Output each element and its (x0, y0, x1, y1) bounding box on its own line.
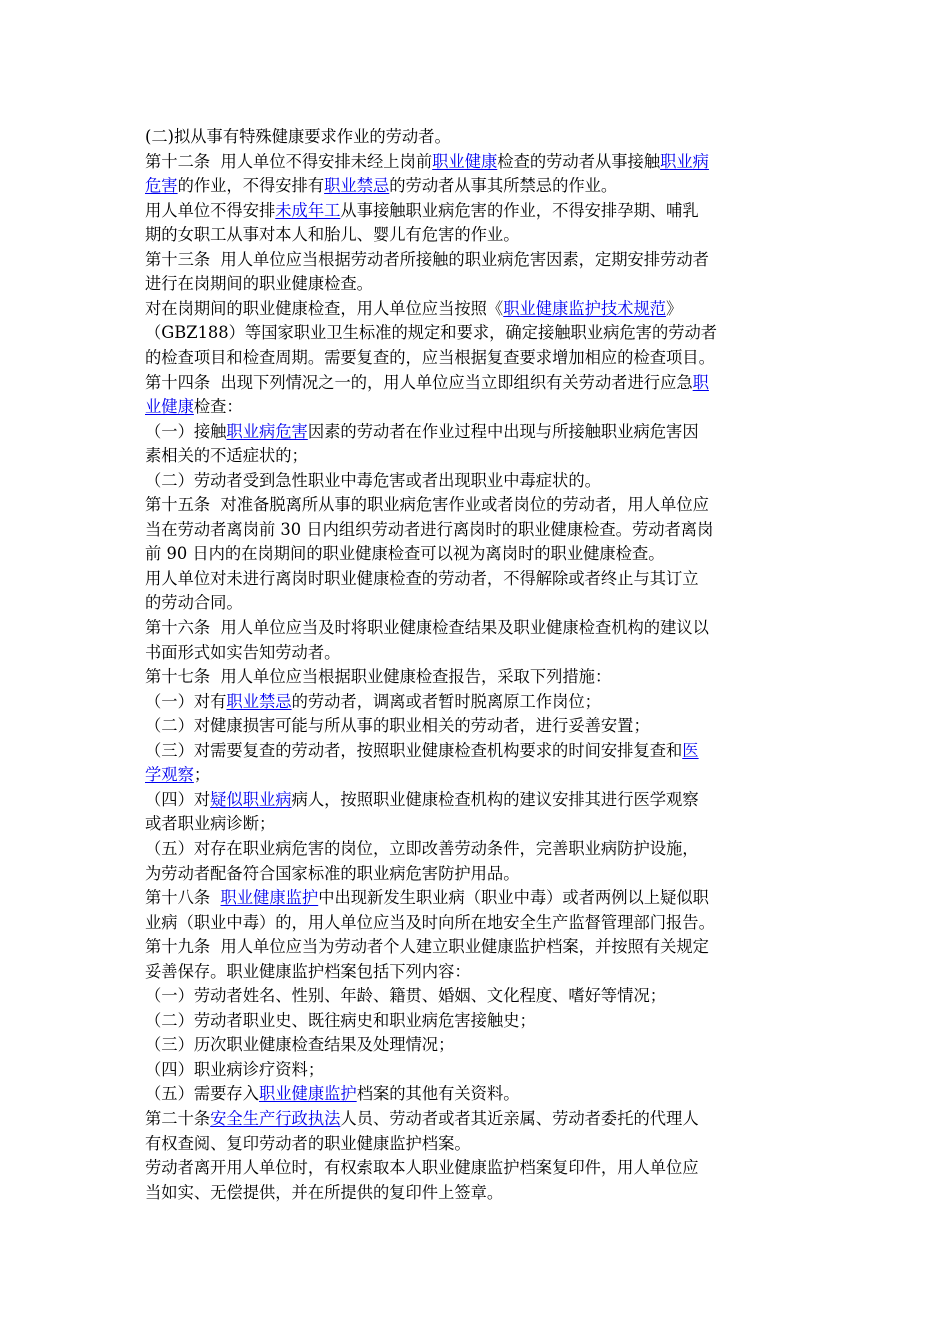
line-text: 的劳动合同。 (145, 593, 243, 613)
term-link[interactable]: 未成年工 (275, 200, 341, 220)
term-link[interactable]: 学观察 (145, 765, 194, 785)
document-line (145, 346, 715, 370)
line-text: （三）历次职业健康检查结果及处理情况； (145, 1035, 455, 1055)
document-line (145, 272, 373, 296)
line-text: 的劳动者，调离或者暂时脱离原工作岗位； (291, 691, 601, 711)
line-text: 进行在岗期间的职业健康检查。 (145, 274, 373, 294)
line-text: 为劳动者配备符合国家标准的职业病危害防护用品。 (145, 863, 520, 883)
line-text: ； (193, 765, 211, 785)
document-line (145, 763, 210, 787)
document-line (145, 960, 471, 984)
line-text: 素相关的不适症状的； (145, 446, 308, 466)
line-text: 第十七条 用人单位应当根据职业健康检查报告，采取下列措施： (145, 667, 612, 687)
line-text: 检查： (193, 397, 243, 417)
line-text: 前 90 日内的在岗期间的职业健康检查可以视为离岗时的职业健康检查。 (145, 544, 665, 564)
line-text: 从事接触职业病危害的作业，不得安排孕期、哺乳 (340, 200, 699, 220)
line-text: 第十八条 (145, 888, 221, 908)
term-link[interactable]: 职业病 (660, 151, 709, 171)
line-text: 的作业，不得安排有 (177, 176, 325, 196)
line-text: 人员、劳动者或者其近亲属、劳动者委托的代理人 (340, 1109, 699, 1128)
term-link[interactable]: 安全生产行政执法 (210, 1109, 341, 1128)
line-text: 书面形式如实告知劳动者。 (145, 642, 341, 662)
line-text: 业病（职业中毒）的，用人单位应当及时向所在地安全生产监督管理部门报告。 (145, 912, 715, 932)
document-line (145, 518, 713, 542)
line-text: 劳动者离开用人单位时，有权索取本人职业健康监护档案复印件，用人单位应 (145, 1158, 699, 1178)
line-text: 用人单位对未进行离岗时职业健康检查的劳动者，不得解除或者终止与其订立 (145, 568, 699, 588)
document-line (145, 542, 665, 566)
line-text: （一）接触 (145, 421, 227, 441)
document-line (145, 150, 709, 174)
document-line (145, 371, 709, 395)
line-text: （二）对健康损害可能与所从事的职业相关的劳动者，进行妥善安置； (145, 716, 650, 736)
line-text: 病人，按照职业健康检查机构的建议安排其进行医学观察 (291, 789, 699, 809)
document-line (145, 812, 275, 836)
term-link[interactable]: 业健康 (145, 397, 194, 417)
document-line (145, 444, 308, 468)
document-line (145, 837, 699, 861)
term-link[interactable]: 危害 (145, 176, 178, 196)
document-line (145, 935, 709, 959)
line-text: 对在岗期间的职业健康检查，用人单位应当按照《 (145, 298, 504, 318)
document-line (145, 665, 611, 689)
line-text: （四）对 (145, 789, 211, 809)
line-text: 检查的劳动者从事接触 (497, 151, 661, 171)
line-text: 第十二条 用人单位不得安排未经上岗前 (145, 151, 433, 171)
line-text: （二）劳动者职业史、既往病史和职业病危害接触史； (145, 1010, 536, 1030)
term-link[interactable]: 医 (682, 740, 699, 760)
line-text: 第二十条 (145, 1109, 211, 1128)
term-link[interactable]: 职业健康监护 (220, 888, 319, 908)
document-line (145, 297, 682, 321)
line-text: 第十三条 用人单位应当根据劳动者所接触的职业病危害因素，定期安排劳动者 (145, 249, 709, 269)
line-text: 档案的其他有关资料。 (356, 1084, 520, 1104)
term-link[interactable]: 职业健康监护技术规范 (503, 298, 667, 318)
line-text: （一）对有 (145, 691, 227, 711)
document-line (145, 1009, 536, 1033)
line-text: 第十六条 用人单位应当及时将职业健康检查结果及职业健康检查机构的建议以 (145, 618, 709, 637)
document-line (145, 714, 650, 738)
term-link[interactable]: 职业健康 (432, 151, 498, 171)
line-text: 期的女职工从事对本人和胎儿、婴儿有危害的作业。 (145, 225, 520, 245)
line-text: 》 (666, 298, 683, 318)
document-line (145, 591, 243, 615)
term-link[interactable]: 职业健康监护 (258, 1084, 357, 1104)
line-text: 妥善保存。职业健康监护档案包括下列内容： (145, 961, 471, 981)
document-line (145, 788, 699, 812)
line-text: 第十五条 对准备脱离所从事的职业病危害作业或者岗位的劳动者，用人单位应 (145, 495, 709, 515)
term-link[interactable]: 疑似职业病 (210, 789, 292, 809)
document-line (145, 911, 715, 935)
document-line (145, 125, 451, 149)
line-text: （二）劳动者受到急性职业中毒危害或者出现职业中毒症状的。 (145, 470, 601, 490)
line-text: 第十四条 出现下列情况之一的，用人单位应当立即组织有关劳动者进行应急 (145, 372, 693, 392)
line-text: (二)拟从事有特殊健康要求作业的劳动者。 (145, 127, 451, 146)
document-line (145, 690, 601, 714)
document-line (145, 420, 699, 444)
term-link[interactable]: 职业病危害 (226, 421, 308, 441)
line-text: 当在劳动者离岗前 30 日内组织劳动者进行离岗时的职业健康检查。劳动者离岗 (145, 519, 714, 539)
line-text: （三）对需要复查的劳动者，按照职业健康检查机构要求的时间安排复查和 (145, 740, 683, 760)
line-text: 的检查项目和检查周期。需要复查的，应当根据复查要求增加相应的检查项目。 (145, 347, 715, 367)
document-line (145, 223, 519, 247)
document-line (145, 321, 717, 345)
document-line (145, 248, 709, 272)
term-link[interactable]: 职 (692, 372, 709, 392)
document-line (145, 567, 699, 591)
document-line (145, 395, 243, 419)
line-text: 第十九条 用人单位应当为劳动者个人建立职业健康监护档案，并按照有关规定 (145, 937, 709, 957)
document-line (145, 886, 709, 910)
document-line (145, 1082, 520, 1106)
document-line (145, 641, 340, 665)
line-text: （五）对存在职业病危害的岗位，立即改善劳动条件，完善职业病防护设施， (145, 838, 699, 858)
document-line (145, 862, 519, 886)
document-line (145, 1033, 454, 1057)
document-line (145, 1132, 471, 1156)
line-text: 或者职业病诊断； (145, 814, 276, 834)
document-line (145, 493, 709, 517)
document-line (145, 616, 709, 640)
line-text: 当如实、无偿提供，并在所提供的复印件上签章。 (145, 1182, 504, 1202)
line-text: 有权查阅、复印劳动者的职业健康监护档案。 (145, 1133, 471, 1153)
document-line (145, 1181, 503, 1205)
line-text: 因素的劳动者在作业过程中出现与所接触职业病危害因 (307, 421, 699, 441)
document-line (145, 469, 601, 493)
line-text: 的劳动者从事其所禁忌的作业。 (389, 176, 618, 196)
term-link[interactable]: 职业禁忌 (226, 691, 292, 711)
line-text: 中出现新发生职业病（职业中毒）或者两例以上疑似职 (318, 888, 709, 908)
document-line (145, 1107, 699, 1131)
document-line (145, 984, 666, 1008)
document-line (145, 1058, 324, 1082)
line-text: （四）职业病诊疗资料； (145, 1059, 325, 1079)
document-line (145, 1156, 699, 1180)
line-text: （GBZ188）等国家职业卫生标准的规定和要求，确定接触职业病危害的劳动者 (145, 323, 718, 343)
document-line (145, 174, 617, 198)
line-text: （五）需要存入 (145, 1084, 259, 1104)
line-text: （一）劳动者姓名、性别、年龄、籍贯、婚姻、文化程度、嗜好等情况； (145, 986, 667, 1006)
term-link[interactable]: 职业禁忌 (324, 176, 390, 196)
document-line (145, 199, 699, 223)
document-line (145, 739, 699, 763)
line-text: 用人单位不得安排 (145, 200, 276, 220)
